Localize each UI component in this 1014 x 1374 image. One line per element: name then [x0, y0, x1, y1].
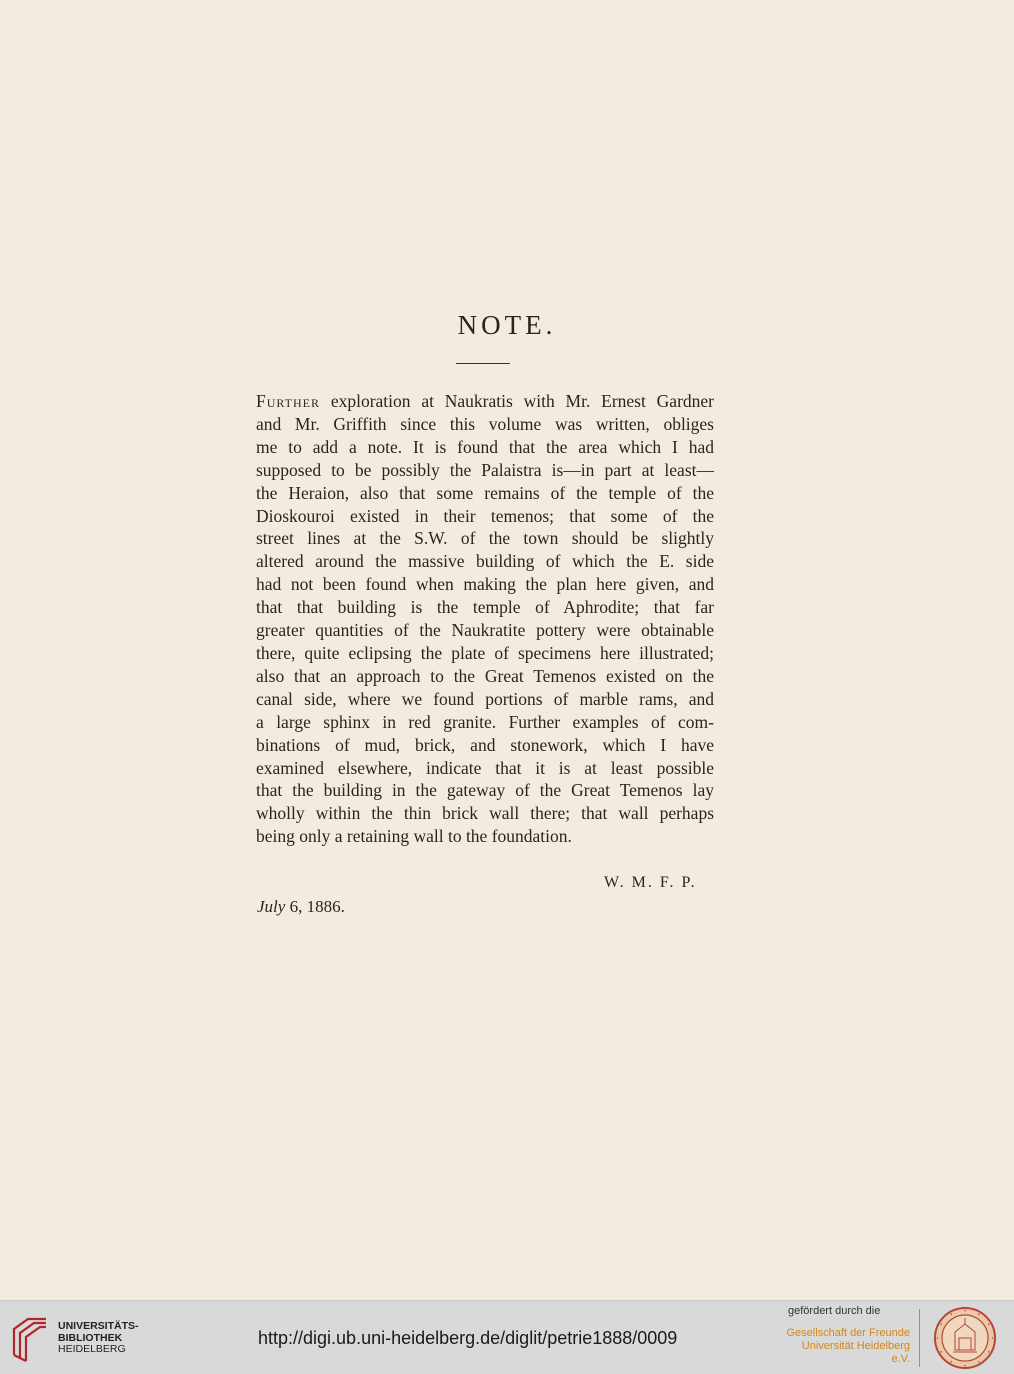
text-line: greater quantities of the Naukratite pottery were obtainable — [256, 620, 714, 641]
text-line: supposed to be possibly the Palaistra is—in part at least— — [256, 459, 714, 480]
sponsor-label: gefördert durch die — [788, 1305, 881, 1317]
date-rest: 6, 1886. — [285, 897, 345, 916]
library-line: UNIVERSITÄTS- — [58, 1320, 139, 1332]
text-line: altered around the massive building of which the E. side — [256, 551, 714, 572]
text-line: that the building in the gateway of the Great Temenos lay — [256, 780, 714, 801]
text-line: that that building is the temple of Aphrodite; that far — [256, 597, 714, 618]
note-body — [256, 390, 714, 848]
text-line: and Mr. Griffith since this volume was written, obliges — [256, 413, 714, 434]
university-library-logo-icon[interactable] — [10, 1315, 50, 1363]
date-month: July — [257, 897, 286, 916]
text-line: being only a retaining wall to the foundation. — [256, 826, 572, 847]
text-line: also that an approach to the Great Temenos existed on the — [256, 665, 714, 686]
text-line: me to add a note. It is found that the area which I had — [256, 436, 714, 457]
text-line: there, quite eclipsing the plate of specimens here illustrated; — [256, 642, 714, 663]
date — [257, 897, 345, 917]
library-line: HEIDELBERG — [58, 1343, 126, 1355]
text-line: Dioskouroi existed in their temenos; that some of the — [256, 505, 714, 526]
sponsor-line: Universität Heidelberg e.V. — [801, 1340, 910, 1365]
text-line: binations of mud, brick, and stonework, which I have — [256, 734, 714, 755]
text-line: examined elsewhere, indicate that it is at least possible — [256, 757, 714, 778]
library-line: BIBLIOTHEK — [58, 1331, 123, 1344]
text-line: street lines at the S.W. of the town should be slightly — [256, 528, 714, 549]
text-line: wholly within the thin brick wall there; that wall perhaps — [256, 803, 714, 824]
text-line: a large sphinx in red granite. Further examples of com- — [256, 711, 714, 732]
sponsor-divider — [919, 1309, 920, 1367]
library-name[interactable] — [58, 1321, 139, 1356]
footer-bar — [0, 1300, 1014, 1374]
text-line: canal side, where we found portions of marble rams, and — [256, 688, 714, 709]
title-rule — [456, 363, 510, 364]
university-seal-icon[interactable] — [933, 1306, 997, 1370]
permalink-url[interactable]: http://digi.ub.uni-heidelberg.de/diglit/petrie1888/0009 — [258, 1328, 678, 1348]
first-word: Further — [256, 391, 321, 411]
sponsor-line: Gesellschaft der Freunde — [786, 1327, 910, 1339]
text-line: had not been found when making the plan here given, and — [256, 574, 714, 595]
text-line: the Heraion, also that some remains of the temple of the — [256, 482, 714, 503]
sponsor-name[interactable] — [786, 1327, 910, 1366]
text-line: Further exploration at Naukratis with Mr. Ernest Gardner — [256, 391, 714, 411]
page-title: NOTE. — [457, 310, 557, 340]
signature: W. M. F. P. — [604, 874, 697, 891]
